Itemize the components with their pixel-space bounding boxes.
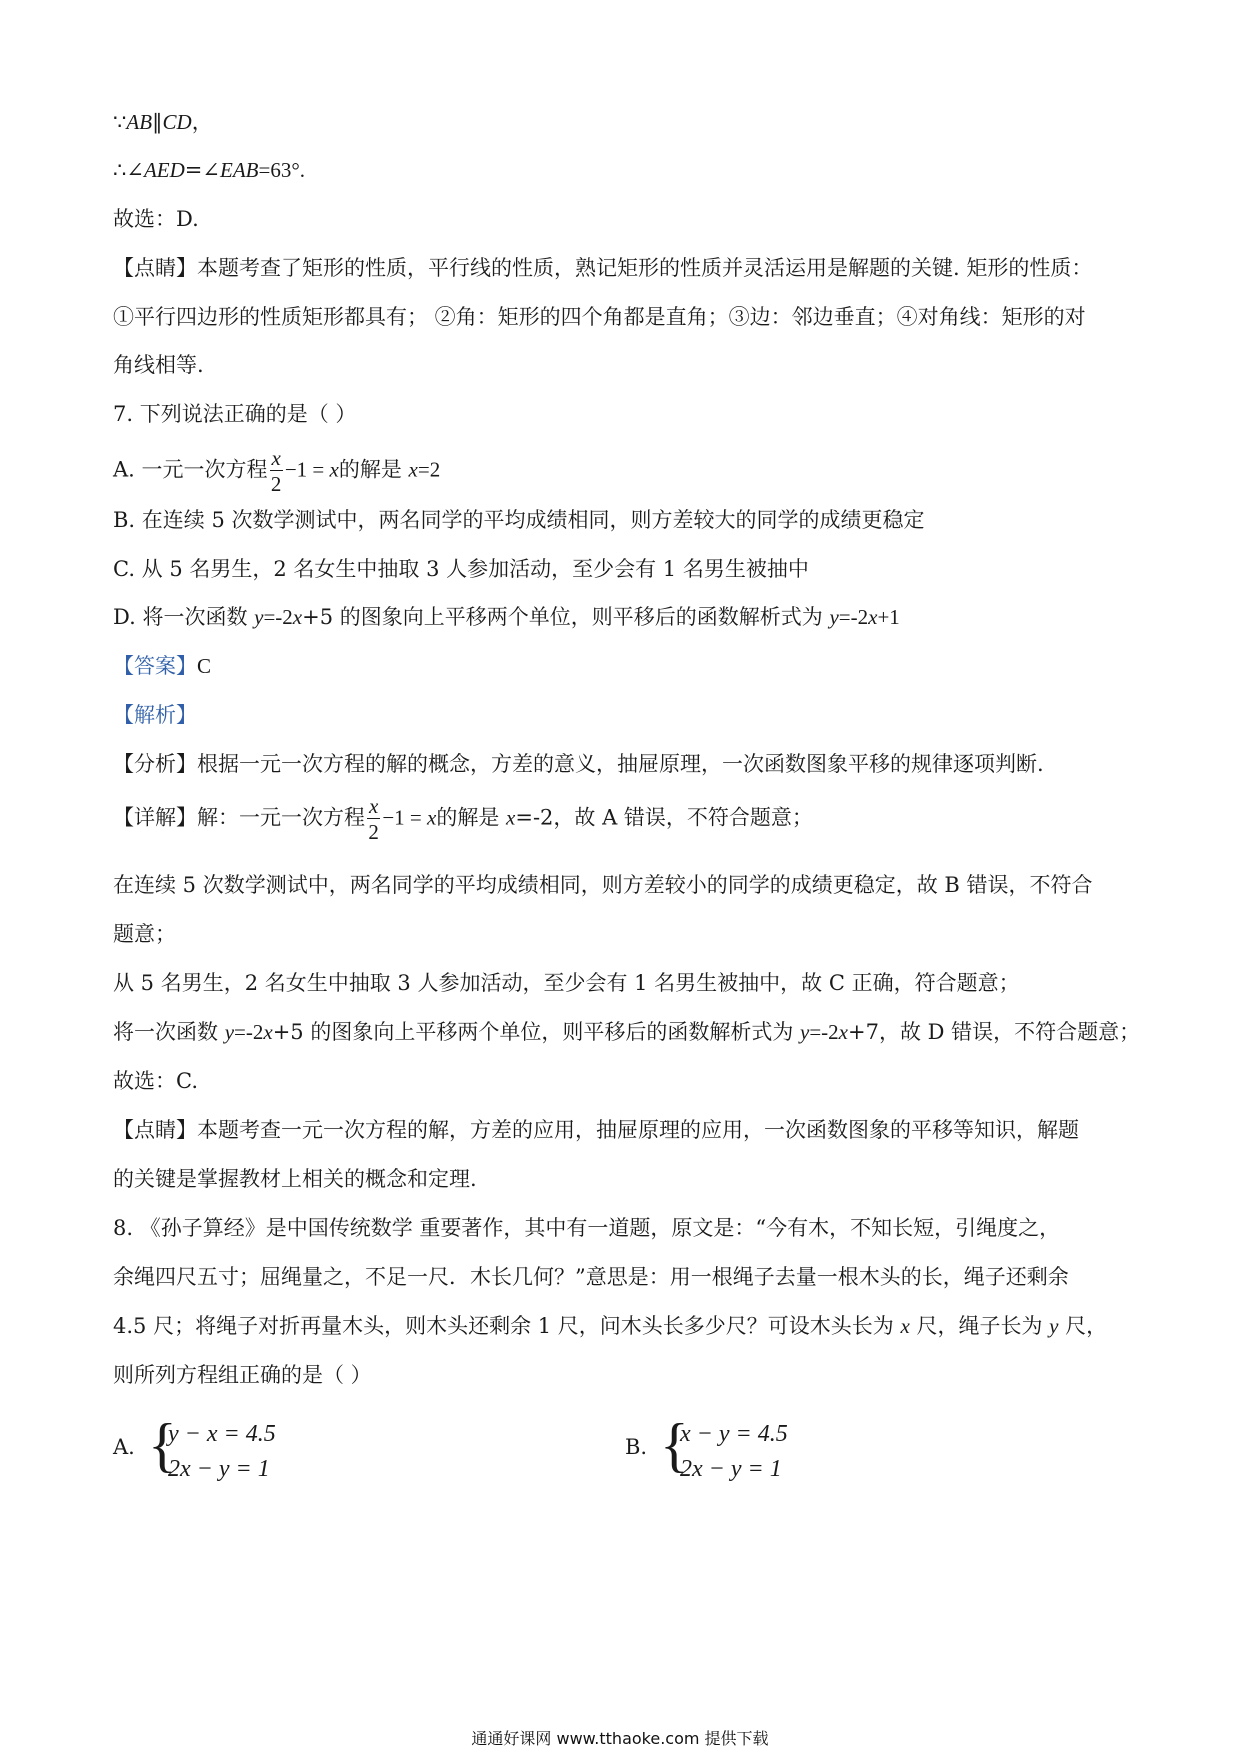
var-y: y — [224, 1020, 235, 1044]
therefore-angle: ∴∠ — [113, 158, 144, 182]
var-y: y — [829, 605, 839, 629]
equation-1: y − x = 4.5 — [168, 1421, 276, 1447]
because-symbol: ∵ — [113, 110, 127, 134]
coef: =-2 — [234, 1020, 264, 1044]
coef: =-2 — [263, 605, 293, 629]
segment-ab: AB — [126, 110, 153, 134]
q7-stem: 7. 下列说法正确的是（ ） — [113, 402, 357, 426]
parallel-symbol: ∥ — [152, 110, 163, 134]
fenxi-line: 【分析】根据一元一次方程的解的概念，方差的意义，抽屉原理，一次函数图象平移的规律逐项判断. — [113, 752, 1044, 776]
detail-d-mid: +5 的图象向上平移两个单位，则平移后的函数解析式为 — [272, 1020, 800, 1044]
choose-c-line: 故选：C. — [113, 1069, 198, 1093]
var-x: x — [900, 1314, 910, 1338]
q8-option-b-label: B. — [625, 1435, 648, 1459]
q7-d-mid: +5 的图象向上平移两个单位，则平移后的函数解析式为 — [302, 605, 830, 629]
comma: ， — [191, 110, 213, 134]
angle-aed: AED — [143, 158, 185, 182]
var-x: x — [292, 605, 303, 629]
xiangjie-line — [113, 795, 813, 843]
minus-one-equals: −1 = — [382, 805, 428, 830]
detail-d-prefix: 将一次函数 — [113, 1020, 225, 1044]
fraction-denominator: 2 — [368, 820, 379, 845]
q7-a-answer: =2 — [417, 457, 441, 482]
q7-d-prefix: D. 将一次函数 — [113, 605, 255, 629]
q7-d-end: +1 — [877, 605, 900, 629]
equation-2: 2x − y = 1 — [168, 1456, 270, 1482]
q7-option-d — [113, 607, 900, 628]
detail-d-end: +7，故 D 错误，不符合题意； — [848, 1020, 1141, 1044]
detail-d — [113, 1022, 1140, 1043]
dianjing-3: 角线相等. — [113, 353, 204, 377]
detail-c: 从 5 名男生，2 名女生中抽取 3 人参加活动，至少会有 1 名男生被抽中，故 C 正确，符合题意； — [113, 971, 1020, 995]
q7-option-b: B. 在连续 5 次数学测试中，两名同学的平均成绩相同，则方差较大的同学的成绩更稳定 — [113, 508, 925, 532]
xiangjie-answer: =-2，故 A 错误，不符合题意； — [515, 805, 813, 830]
var-x: x — [427, 805, 437, 830]
answer-label: 【答案】 — [113, 654, 197, 678]
q7-a-post: 的解是 — [338, 457, 409, 482]
angle-value: =63°. — [258, 158, 305, 182]
q7-option-a — [113, 447, 440, 495]
brace-icon: { — [660, 1412, 689, 1478]
q8-l3-prefix: 4.5 尺；将绳子对折再量木头，则木头还剩余 1 尺，问木头长多少尺？可设木头长为 — [113, 1314, 901, 1338]
brace-icon: { — [148, 1412, 177, 1478]
q8-l3-post: 尺， — [1058, 1314, 1108, 1338]
fraction-denominator: 2 — [270, 472, 282, 497]
minus-one-equals: −1 = — [284, 457, 330, 482]
xiangjie-post: 的解是 — [436, 805, 507, 830]
fraction-x-over-2 — [270, 447, 283, 495]
angle-eab: EAB — [220, 158, 259, 182]
q7-option-c: C. 从 5 名男生，2 名女生中抽取 3 人参加活动，至少会有 1 名男生被抽中 — [113, 557, 809, 581]
dianjing-1: 【点睛】本题考查了矩形的性质，平行线的性质，熟记矩形的性质并灵活运用是解题的关键. 矩形的性质： — [113, 256, 1093, 280]
q8-l3-mid: 尺，绳子长为 — [909, 1314, 1050, 1338]
dianjing2-line-2: 的关键是掌握教材上相关的概念和定理. — [113, 1167, 477, 1191]
var-x: x — [506, 805, 516, 830]
var-x: x — [408, 457, 418, 482]
q8-line-4: 则所列方程组正确的是（ ） — [113, 1363, 372, 1387]
coef: =-2 — [838, 605, 869, 629]
choose-d-line: 故选：D. — [113, 207, 199, 231]
line-angle-equal — [113, 160, 305, 181]
var-y: y — [1049, 1314, 1059, 1338]
xiangjie-prefix: 【详解】解：一元一次方程 — [113, 805, 365, 830]
var-x: x — [838, 1020, 848, 1044]
detail-b-2: 题意； — [113, 922, 176, 946]
q8-line-2: 余绳四尺五寸；屈绳量之，不足一尺．木长几何？”意思是：用一根绳子去量一根木头的长，绳子还剩余 — [113, 1265, 1069, 1289]
q7-a-prefix: A. 一元一次方程 — [113, 457, 268, 482]
q8-line-3 — [113, 1316, 1107, 1337]
q8-line-1: 8. 《孙子算经》是中国传统数学 重要著作，其中有一道题，原文是：“今有木，不知长短，引绳度之， — [113, 1216, 1061, 1240]
var-x: x — [263, 1020, 273, 1044]
answer-value: C — [197, 654, 212, 678]
equation-1: x − y = 4.5 — [680, 1421, 788, 1447]
var-y: y — [254, 605, 264, 629]
dianjing2-line-1: 【点睛】本题考查一元一次方程的解，方差的应用，抽屉原理的应用，一次函数图象的平移等知识，解题 — [113, 1118, 1079, 1142]
detail-b-1: 在连续 5 次数学测试中，两名同学的平均成绩相同，则方差较小的同学的成绩更稳定，故 B 错误，不符合 — [113, 873, 1093, 897]
footer-source: 通通好课网 www.tthaoke.com 提供下载 — [471, 1729, 769, 1748]
analysis-label: 【解析】 — [113, 703, 197, 727]
dianjing-2: ①平行四边形的性质矩形都具有； ②角：矩形的四个角都是直角；③边：邻边垂直；④对角线：矩形的对 — [113, 305, 1086, 329]
var-x: x — [868, 605, 878, 629]
fraction-numerator: x — [369, 794, 379, 818]
var-y: y — [800, 1020, 810, 1044]
equals-angle: =∠ — [184, 158, 220, 182]
coef: =-2 — [809, 1020, 839, 1044]
segment-cd: CD — [162, 110, 192, 134]
answer-line — [113, 656, 211, 677]
fraction-x-over-2 — [367, 795, 380, 843]
line-parallel — [113, 112, 213, 133]
q8-option-a-label: A. — [113, 1435, 135, 1459]
var-x: x — [329, 457, 339, 482]
equation-2: 2x − y = 1 — [680, 1456, 782, 1482]
fraction-numerator: x — [271, 446, 281, 470]
